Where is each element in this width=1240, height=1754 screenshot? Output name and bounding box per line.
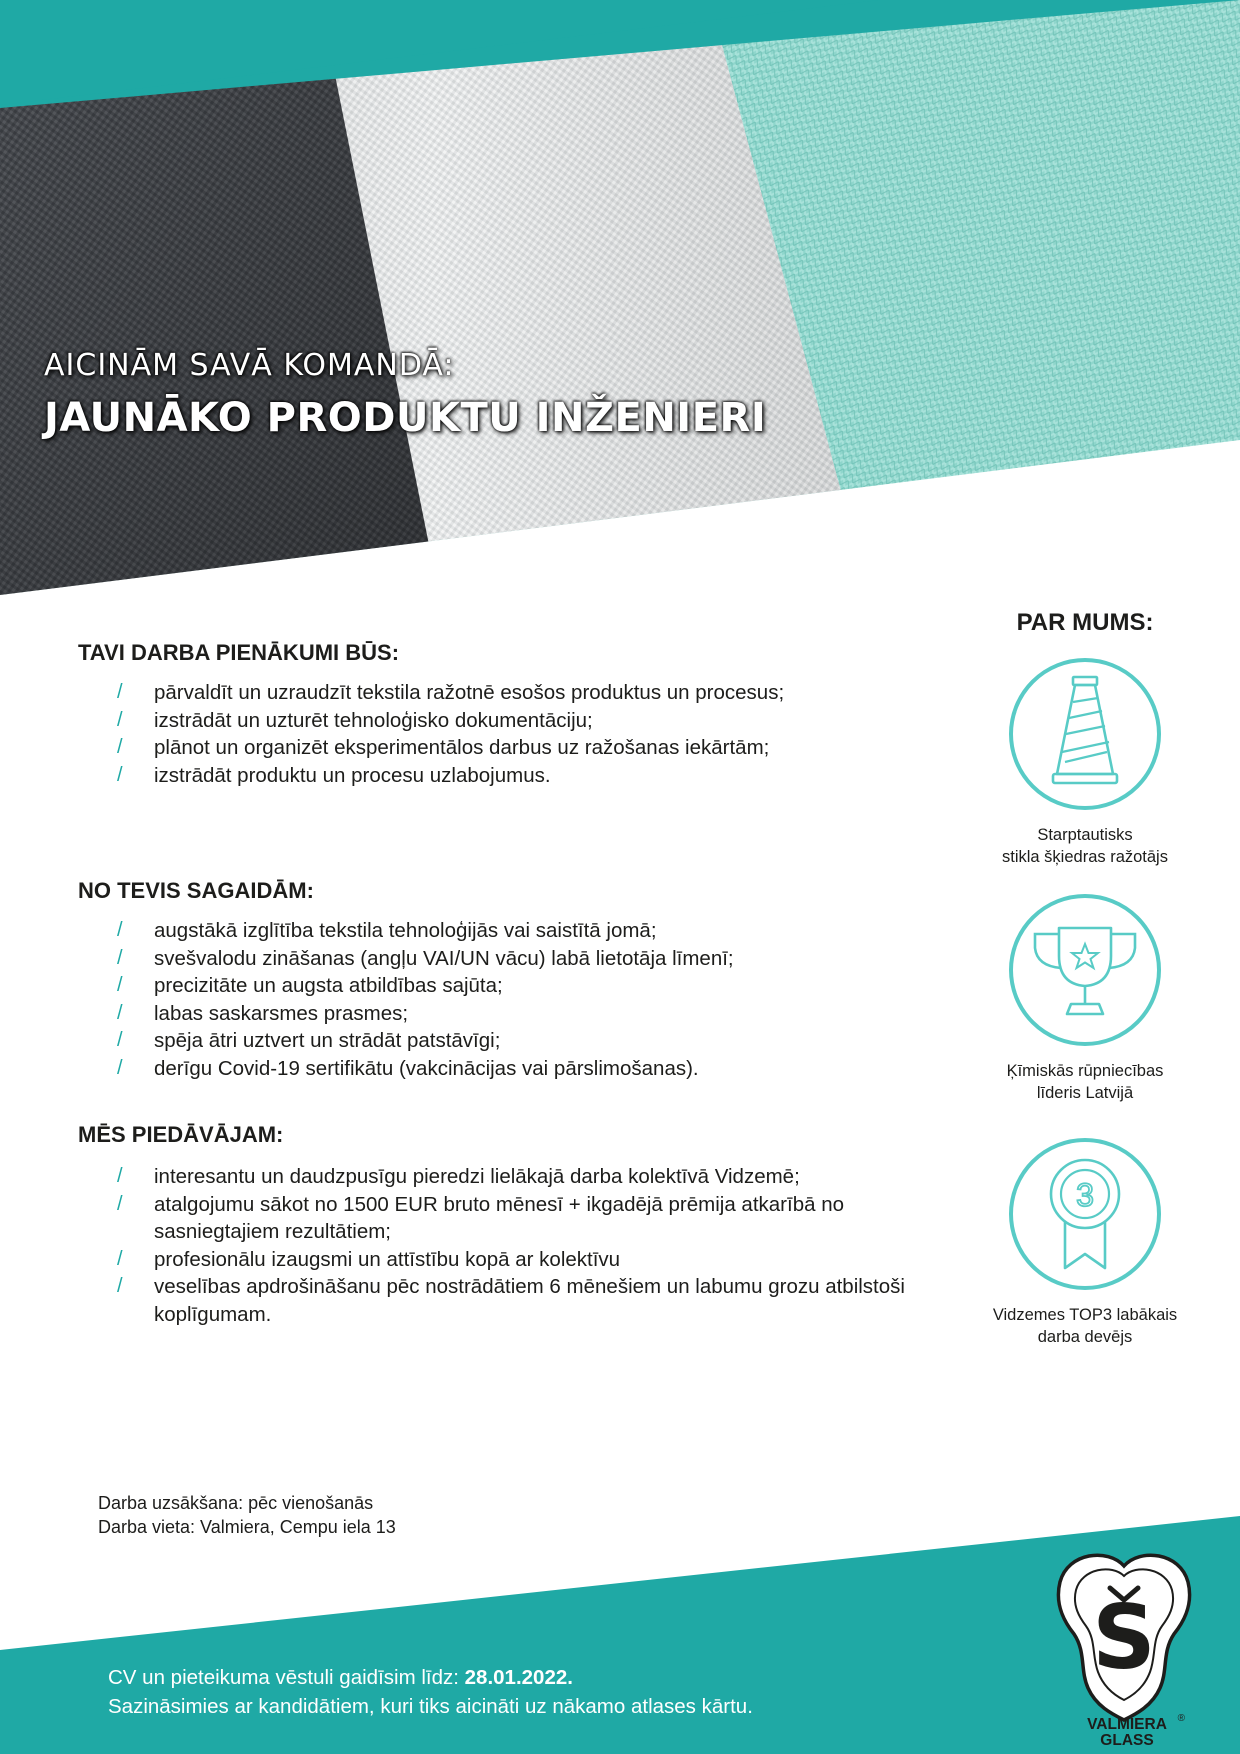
- about-title: PAR MUMS:: [1016, 609, 1154, 636]
- list-item: / pārvaldīt un uzraudzīt tekstila ražotnē esošos produktus un procesus;: [112, 679, 952, 707]
- duties-list: [112, 679, 952, 789]
- location-info: Darba vieta: Valmiera, Cempu iela 13: [98, 1517, 396, 1537]
- contact-note: Sazināsimies ar kandidātiem, kuri tiks aicināti uz nākamo atlases kārtu.: [108, 1695, 753, 1718]
- list-item: / derīgu Covid-19 sertifikātu (vakcinācijas vai pārslimošanas).: [112, 1055, 952, 1083]
- slash-bullet-icon: /: [117, 708, 123, 731]
- offer-list: [112, 1163, 942, 1328]
- list-item: / profesionālu izaugsmi un attīstību kopā ar kolektīvu: [112, 1246, 942, 1274]
- list-item: / plānot un organizēt eksperimentālos darbus uz ražošanas iekārtām;: [112, 734, 952, 762]
- cv-deadline-line: CV un pieteikuma vēstuli gaidīsim līdz: 28.01.2022.: [108, 1666, 573, 1689]
- slash-bullet-icon: /: [117, 1165, 123, 1187]
- list-item: / svešvalodu zināšanas (angļu VAI/UN vācu) labā lietotāja līmenī;: [112, 945, 952, 973]
- list-item: / spēja ātri uztvert un strādāt patstāvīgi;: [112, 1027, 952, 1055]
- slash-bullet-icon: /: [117, 736, 123, 758]
- duties-title: TAVI DARBA PIENĀKUMI BŪS:: [78, 640, 400, 665]
- deadline-date: 28.01.2022.: [464, 1666, 573, 1689]
- hero-subtitle: AICINĀM SAVĀ KOMANDĀ:: [44, 348, 455, 383]
- slash-bullet-icon: /: [117, 974, 123, 996]
- list-item: / izstrādāt un uzturēt tehnoloģisko dokumentāciju;: [112, 707, 952, 735]
- start-date-info: Darba uzsākšana: pēc vienošanās: [98, 1493, 374, 1513]
- list-item: / atalgojumu sākot no 1500 EUR bruto mēnesī + ikgadējā prēmija atkarībā no sasniegtajiem rezultātiem;: [117, 1192, 845, 1243]
- about-caption: Starptautisks stikla šķiedras ražotājs: [1002, 826, 1168, 866]
- list-item: / labas saskarsmes prasmes;: [112, 1000, 952, 1028]
- slash-bullet-icon: /: [117, 1056, 123, 1079]
- list-item: / augstākā izglītība tekstila tehnoloģijās vai saistītā jomā;: [112, 917, 952, 945]
- slash-bullet-icon: /: [117, 919, 123, 941]
- slash-bullet-icon: /: [117, 763, 123, 786]
- about-item-top3: [975, 1136, 1195, 1348]
- slash-bullet-icon: /: [117, 1029, 123, 1051]
- slash-bullet-icon: /: [117, 946, 123, 969]
- medal-number: 3: [1076, 1177, 1094, 1213]
- expectations-title: NO TEVIS SAGAIDĀM:: [78, 878, 314, 903]
- spool-icon: [1007, 656, 1163, 812]
- list-item: / interesantu un daudzpusīgu pieredzi lielākajā darba kolektīvā Vidzemē;: [112, 1163, 942, 1191]
- about-item-leader: [975, 892, 1195, 1104]
- about-item-producer: [975, 656, 1195, 868]
- hero-fabric-image: [0, 0, 1240, 600]
- hero-job-title: JAUNĀKO PRODUKTU INŽENIERI: [44, 395, 767, 441]
- slash-bullet-icon: /: [117, 681, 123, 703]
- list-item: / veselības apdrošināšanu pēc nostrādātiem 6 mēnešiem un labumu grozu atbilstoši koplīgumam.: [117, 1275, 905, 1326]
- about-caption: Vidzemes TOP3 labākais darba devējs: [992, 1306, 1178, 1346]
- expectations-list: [112, 917, 952, 1082]
- logo-letter: S: [1092, 1586, 1156, 1689]
- slash-bullet-icon: /: [117, 1001, 123, 1024]
- slash-bullet-icon: /: [117, 1247, 123, 1270]
- trophy-icon: [1007, 892, 1163, 1048]
- slash-bullet-icon: /: [117, 1192, 123, 1215]
- list-item: / precizitāte un augsta atbildības sajūta;: [112, 972, 952, 1000]
- logo-wordmark: VALMIERA GLASS ®: [1087, 1713, 1185, 1749]
- footer-text: [108, 1663, 753, 1721]
- valmiera-glass-logo: [1050, 1548, 1198, 1724]
- offer-title: MĒS PIEDĀVĀJAM:: [78, 1122, 284, 1147]
- medal-3-icon: [1007, 1136, 1163, 1292]
- slash-bullet-icon: /: [117, 1275, 123, 1297]
- about-caption: Ķīmiskās rūpniecības līderis Latvijā: [1006, 1062, 1164, 1102]
- list-item: / izstrādāt produktu un procesu uzlabojumus.: [112, 762, 952, 790]
